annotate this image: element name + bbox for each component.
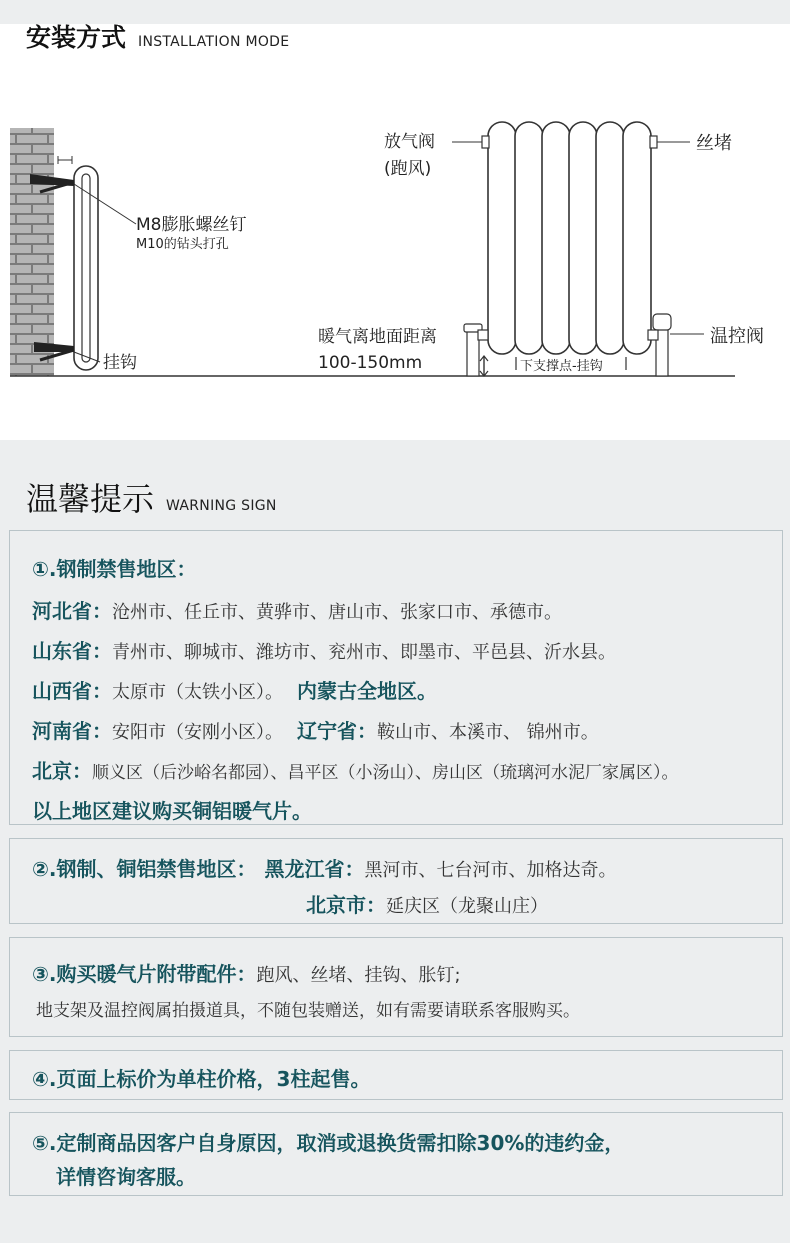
warning-box-2	[9, 838, 783, 924]
warning-box-1	[9, 530, 783, 825]
left-pipe	[467, 329, 479, 376]
neimeng-text: 内蒙古全地区。	[297, 679, 437, 703]
heilongjiang-text: 黑河市、七台河市、加格达奇。	[364, 860, 617, 881]
beijing-row	[32, 755, 679, 784]
label-support: 下支撑点-挂钩	[520, 359, 603, 374]
henan-row	[32, 715, 599, 744]
vent-valve	[482, 136, 489, 148]
warning-title-en: WARNING SIGN	[166, 498, 277, 514]
beijing-city-text: 延庆区（龙聚山庄）	[386, 896, 548, 917]
box5-text-2: 详情咨询客服。	[56, 1165, 196, 1189]
box2-row2	[306, 889, 548, 918]
label-vent-paren: (跑风)	[384, 159, 432, 179]
label-height-value: 100-150mm	[318, 353, 423, 373]
box2-row1	[32, 853, 617, 882]
box4-text: ④.页面上标价为单柱价格，3柱起售。	[32, 1067, 371, 1091]
installation-title-cn: 安装方式	[26, 23, 127, 52]
heilongjiang-label: 黑龙江省：	[264, 857, 365, 881]
suggestion-text: 以上地区建议购买铜铝暖气片。	[32, 799, 312, 823]
shanxi-text: 太原市（太铁小区）。	[112, 682, 283, 703]
hebei-text: 沧州市、任丘市、黄骅市、唐山市、张家口市、承德市。	[112, 602, 562, 623]
box2-heading: ②.钢制、铜铝禁售地区：	[32, 857, 257, 881]
label-vent: 放气阀	[384, 132, 435, 152]
brick-wall	[10, 128, 54, 376]
radiator-front-view	[488, 122, 651, 354]
warning-heading	[26, 474, 277, 520]
installation-title-en: INSTALLATION MODE	[138, 34, 290, 50]
beijing-label: 北京：	[32, 759, 92, 783]
box3-heading: ③.购买暖气片附带配件：	[32, 962, 257, 986]
henan-text: 安阳市（安刚小区）。	[112, 722, 283, 743]
installation-diagram	[0, 24, 790, 440]
shandong-text: 青州市、聊城市、潍坊市、兖州市、即墨市、平邑县、沂水县。	[112, 642, 616, 663]
warning-box-4	[9, 1050, 783, 1100]
liaoning-text: 鞍山市、本溪市、 锦州市。	[377, 722, 599, 743]
warning-box-3	[9, 937, 783, 1037]
shanxi-label: 山西省：	[32, 679, 112, 703]
shandong-row	[32, 635, 616, 664]
label-screw: M8膨胀螺丝钉	[136, 215, 247, 235]
label-valve: 温控阀	[710, 326, 764, 347]
shandong-label: 山东省：	[32, 639, 112, 663]
henan-label: 河南省：	[32, 719, 112, 743]
box3-note: 地支架及温控阀属拍摄道具，不随包装赠送，如有需要请联系客服购买。	[36, 1001, 580, 1021]
beijing-city-label: 北京市：	[306, 893, 386, 917]
box5-text-1: ⑤.定制商品因客户自身原因，取消或退换货需扣除30%的违约金，	[32, 1131, 625, 1155]
shanxi-row	[32, 675, 437, 704]
label-drill: M10的钻头打孔	[136, 237, 229, 252]
hebei-row	[32, 595, 562, 624]
beijing-text: 顺义区（后沙峪名都园）、昌平区（小汤山）、房山区（琉璃河水泥厂家属区）。	[92, 763, 679, 783]
label-hook: 挂钩	[103, 353, 137, 373]
plug	[650, 136, 657, 148]
hebei-label: 河北省：	[32, 599, 112, 623]
warning-box-5	[9, 1112, 783, 1196]
box3-row1	[32, 958, 461, 987]
box3-items: 跑风、丝堵、挂钩、胀钉;	[256, 965, 461, 986]
box1-heading: ①.钢制禁售地区：	[32, 557, 197, 581]
liaoning-label: 辽宁省：	[297, 719, 377, 743]
warning-title-cn: 温馨提示	[26, 480, 155, 518]
label-plug: 丝堵	[696, 133, 732, 154]
label-height: 暖气离地面距离	[318, 327, 437, 347]
